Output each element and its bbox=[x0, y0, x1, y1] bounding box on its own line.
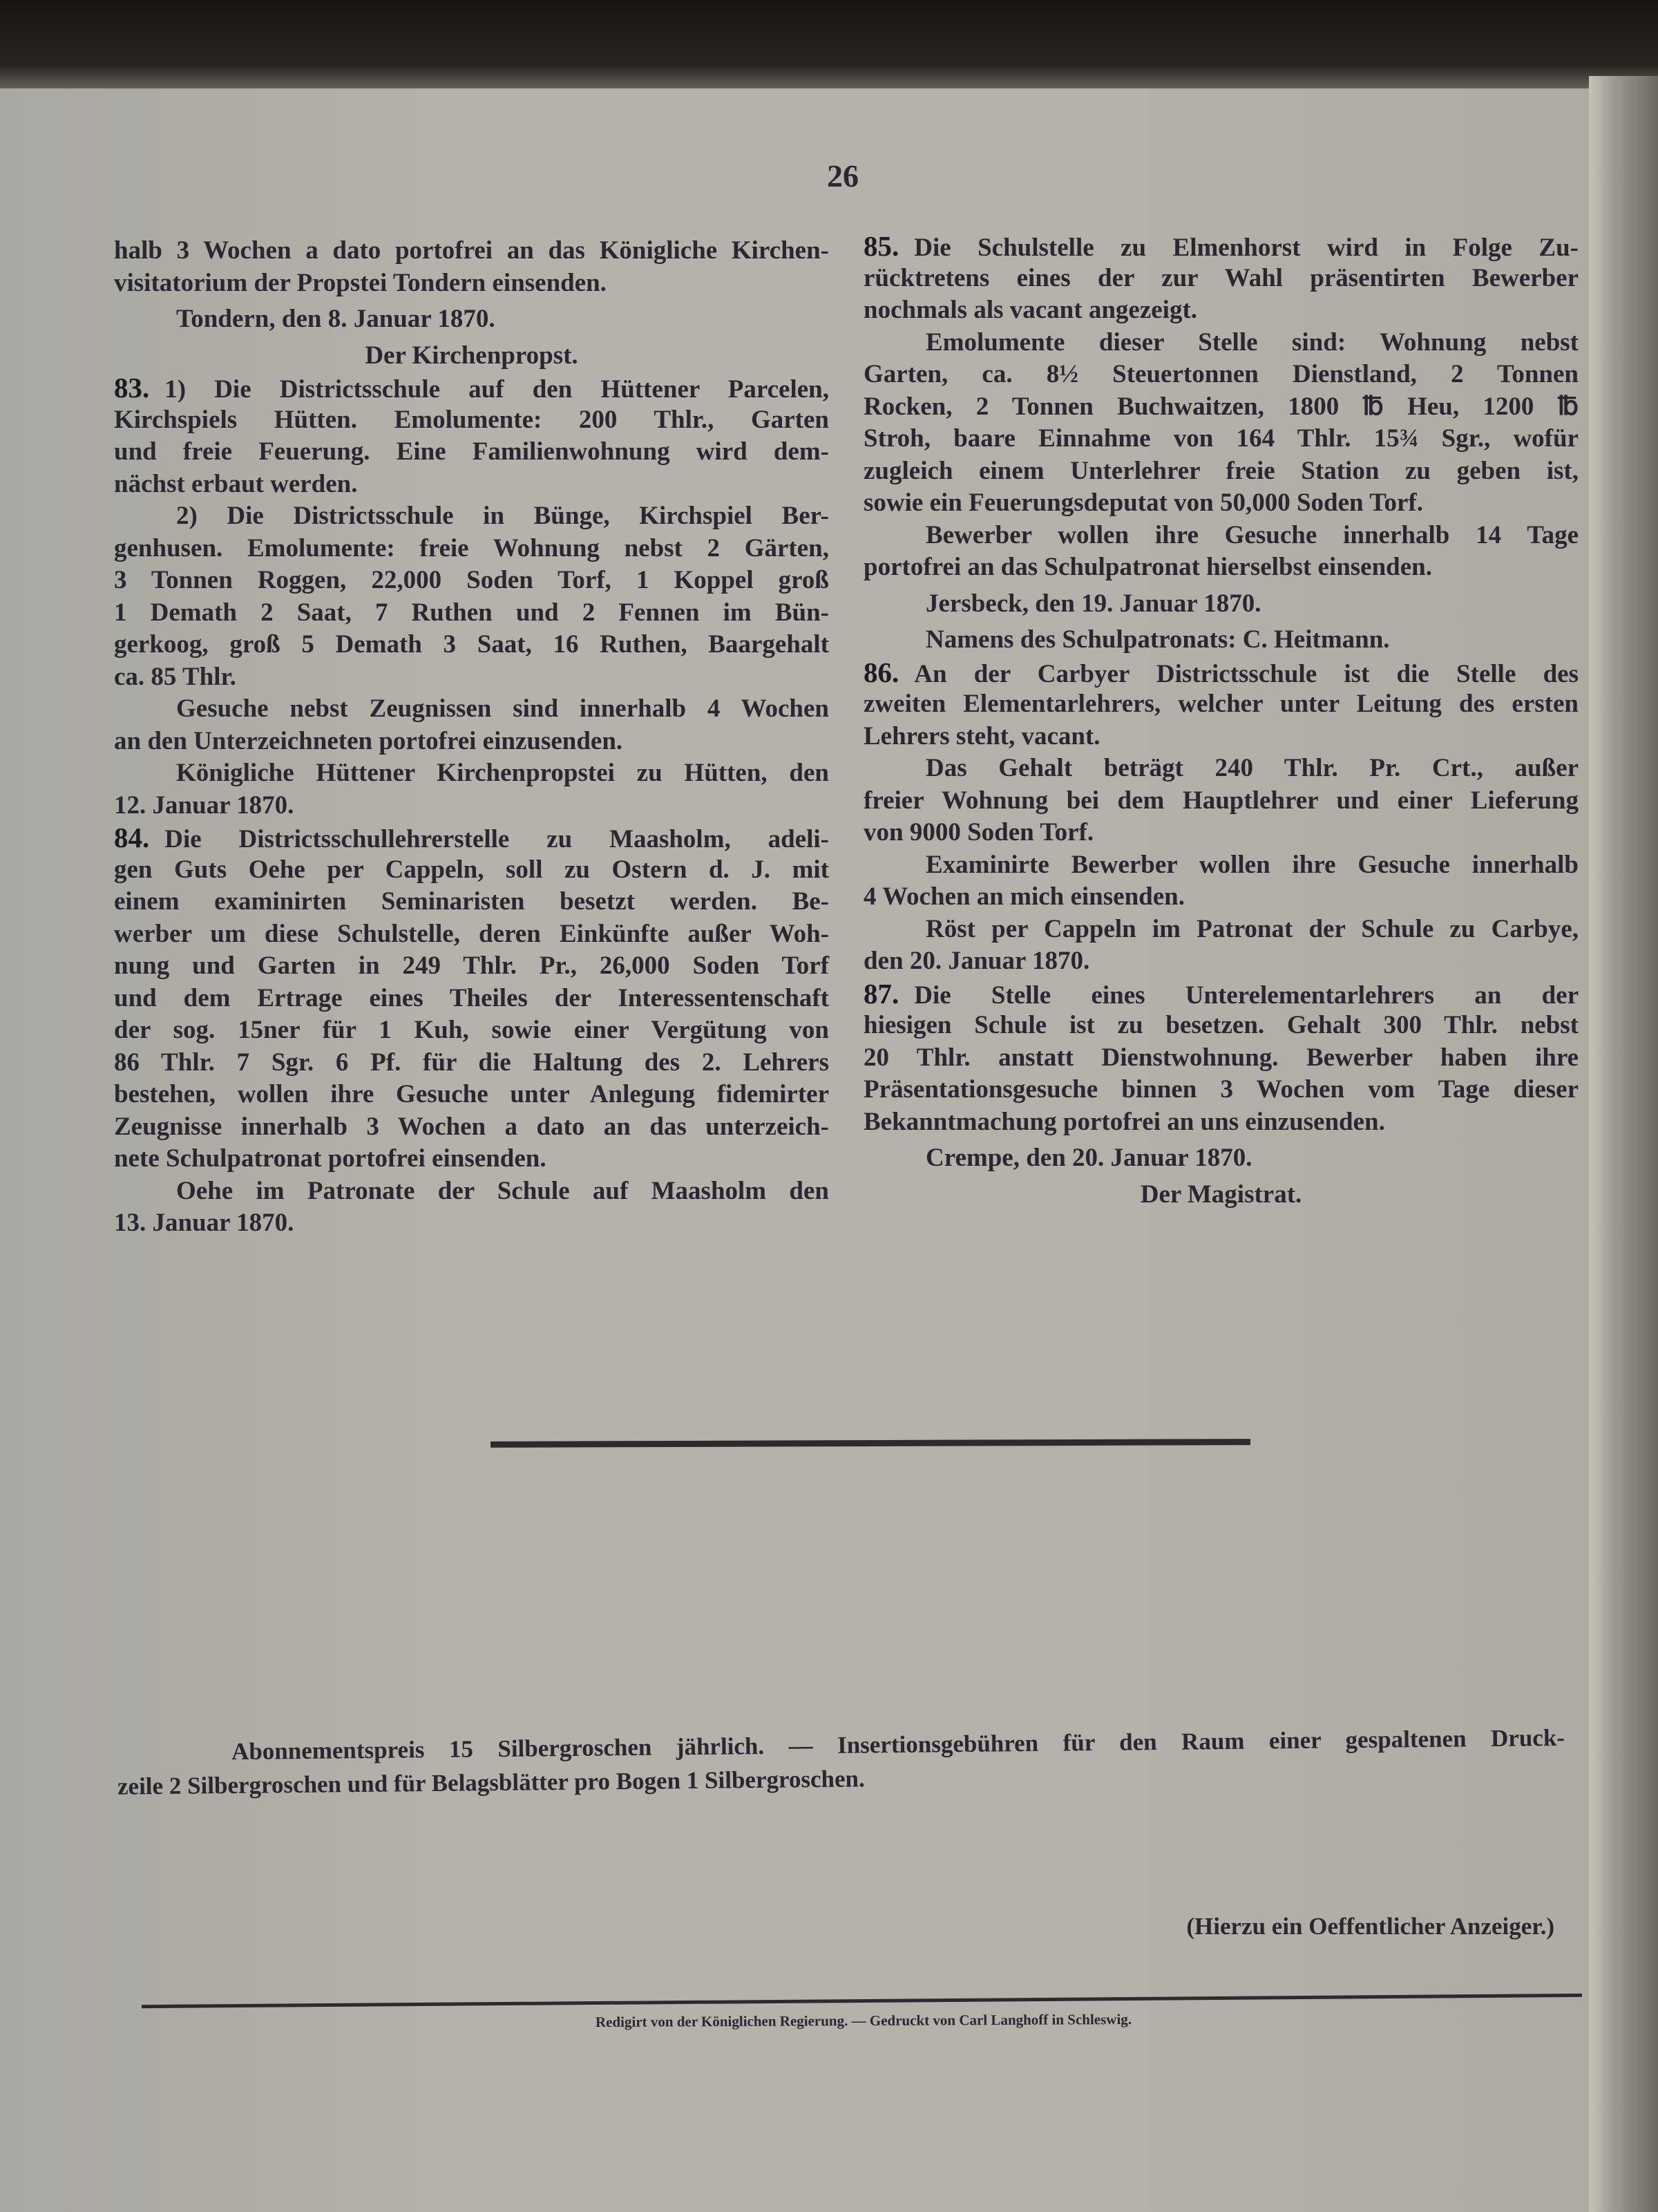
text-line bbox=[864, 624, 1579, 656]
page-number: 26 bbox=[827, 158, 859, 193]
supplement-note: (Hierzu ein Oeffentlicher Anzeiger.) bbox=[1186, 1913, 1554, 1940]
text-line bbox=[114, 1079, 829, 1111]
line-text: Gesuche nebst Zeugnissen sind innerhalb 4 Wochen bbox=[176, 694, 829, 723]
line-text: Die Stelle eines Unterelementarlehrers an der bbox=[914, 981, 1579, 1010]
subscription-text-line-1: Abonnementspreis 15 Silbergroschen jährlich. — Insertionsgebühren für den Raum einer gespaltenen Druck- bbox=[231, 1723, 1565, 1766]
text-line bbox=[864, 263, 1579, 295]
line-text: 1) Die Districtsschule auf den Hüttener Parcelen, bbox=[164, 375, 829, 404]
text-line bbox=[114, 1175, 829, 1208]
text-line bbox=[114, 661, 829, 694]
line-text: rücktretens eines der zur Wahl präsentirten Bewerber bbox=[864, 263, 1579, 292]
text-line bbox=[114, 854, 829, 887]
line-text: portofrei an das Schulpatronat hierselbst einsenden. bbox=[864, 553, 1432, 581]
imprint: Redigirt von der Königlichen Regierung. — Gedruckt von Carl Langhoff in Schleswig. bbox=[595, 2010, 1132, 2031]
page-edge bbox=[1589, 76, 1658, 2212]
line-text: ca. 85 Thlr. bbox=[114, 662, 236, 691]
text-line bbox=[864, 327, 1579, 359]
line-text: Oehe im Patronate der Schule auf Maasholm den bbox=[176, 1176, 829, 1205]
line-text: Kirchspiels Hütten. Emolumente: 200 Thlr., Garten bbox=[114, 405, 829, 434]
line-text: an den Unterzeichneten portofrei einzusenden. bbox=[114, 726, 623, 755]
line-text: 86 Thlr. 7 Sgr. 6 Pf. für die Haltung des 2. Lehrers bbox=[114, 1048, 829, 1077]
text-line bbox=[114, 1111, 829, 1144]
text-line bbox=[114, 629, 829, 661]
line-text: Stroh, baare Einnahme von 164 Thlr. 15¾ Sgr., wofür bbox=[864, 424, 1579, 453]
line-text: werber um diese Schulstelle, deren Einkünfte außer Woh- bbox=[114, 919, 829, 948]
line-text: Königliche Hüttener Kirchenpropstei zu Hütten, den bbox=[176, 759, 829, 787]
notice-number: 86. bbox=[864, 656, 899, 688]
text-line bbox=[864, 551, 1579, 584]
text-line bbox=[114, 235, 829, 267]
text-line bbox=[114, 950, 829, 983]
line-text: nochmals als vacant angezeigt. bbox=[864, 296, 1198, 324]
text-line bbox=[864, 1142, 1579, 1175]
text-line bbox=[114, 533, 829, 565]
text-line bbox=[864, 294, 1579, 327]
line-text: 12. Januar 1870. bbox=[114, 791, 294, 820]
notice-number: 83. bbox=[114, 372, 150, 404]
text-line bbox=[114, 267, 829, 300]
line-text: genhusen. Emolumente: freie Wohnung nebst 2 Gärten, bbox=[114, 533, 829, 563]
line-text: 4 Wochen an mich einsenden. bbox=[864, 882, 1185, 911]
line-text: den 20. Januar 1870. bbox=[864, 947, 1090, 975]
line-text: Namens des Schulpatronats: C. Heitmann. bbox=[926, 625, 1390, 654]
text-line bbox=[864, 1179, 1579, 1211]
line-text: Lehrers steht, vacant. bbox=[864, 721, 1100, 750]
text-line bbox=[864, 520, 1579, 552]
line-text: Examinirte Bewerber wollen ihre Gesuche innerhalb bbox=[926, 850, 1579, 879]
text-line bbox=[114, 757, 829, 790]
notice-heading-line bbox=[864, 978, 1579, 1010]
text-line bbox=[864, 423, 1579, 455]
notice-heading-line bbox=[864, 656, 1579, 689]
line-text: der sog. 15ner für 1 Kuh, sowie einer Vergütung von bbox=[114, 1016, 829, 1044]
line-text: sowie ein Feuerungsdeputat von 50,000 Soden Torf. bbox=[864, 489, 1423, 517]
line-text: nete Schulpatronat portofrei einsenden. bbox=[114, 1144, 546, 1173]
line-text: Rocken, 2 Tonnen Buchwaitzen, 1800 ℔ Heu, 1200 ℔ bbox=[864, 392, 1579, 421]
line-text: 20 Thlr. anstatt Dienstwohnung. Bewerber haben ihre bbox=[864, 1043, 1579, 1072]
line-text: freier Wohnung bei dem Hauptlehrer und einer Lieferung bbox=[864, 786, 1579, 815]
text-line bbox=[864, 1106, 1579, 1139]
line-text: einem examinirten Seminaristen besetzt werden. Be- bbox=[114, 887, 829, 916]
text-line bbox=[864, 785, 1579, 817]
text-line bbox=[114, 726, 829, 758]
text-line bbox=[864, 1074, 1579, 1106]
line-text: Das Gehalt beträgt 240 Thlr. Pr. Crt., außer bbox=[926, 754, 1579, 782]
text-line bbox=[114, 500, 829, 533]
right-column bbox=[864, 230, 1579, 1211]
text-line bbox=[114, 790, 829, 822]
line-text: Garten, ca. 8½ Steuertonnen Dienstland, 2 Tonnen bbox=[864, 360, 1579, 388]
line-text: 2) Die Districtsschule in Bünge, Kirchspiel Ber- bbox=[176, 502, 829, 530]
line-text: Röst per Cappeln im Patronat der Schule zu Carbye, bbox=[926, 914, 1579, 943]
text-line bbox=[864, 359, 1579, 391]
notice-number: 87. bbox=[864, 977, 899, 1010]
text-line bbox=[864, 881, 1579, 914]
line-text: gerkoog, groß 5 Demath 3 Saat, 16 Ruthen, Baargehalt bbox=[114, 630, 829, 659]
notice-heading-line bbox=[114, 822, 829, 854]
line-text: zweiten Elementarlehrers, welcher unter Leitung des ersten bbox=[864, 690, 1579, 718]
text-line bbox=[864, 487, 1579, 520]
text-line bbox=[114, 597, 829, 630]
text-line bbox=[114, 886, 829, 918]
line-text: halb 3 Wochen a dato portofrei an das Königliche Kirchen- bbox=[114, 236, 829, 265]
line-text: Präsentationsgesuche binnen 3 Wochen vom Tage dieser bbox=[864, 1075, 1579, 1104]
text-line bbox=[114, 565, 829, 597]
text-line bbox=[114, 404, 829, 437]
text-line bbox=[864, 914, 1579, 946]
line-text: Tondern, den 8. Januar 1870. bbox=[176, 305, 495, 333]
text-line bbox=[114, 1207, 829, 1240]
text-line bbox=[864, 753, 1579, 785]
line-text: bestehen, wollen ihre Gesuche unter Anlegung fidemirter bbox=[114, 1080, 829, 1108]
line-text: hiesigen Schule ist zu besetzen. Gehalt 300 Thlr. nebst bbox=[864, 1011, 1579, 1039]
text-line bbox=[864, 945, 1579, 978]
text-line bbox=[114, 693, 829, 726]
notice-heading-line bbox=[864, 230, 1579, 263]
text-line bbox=[864, 721, 1579, 753]
subscription-text-line-2: zeile 2 Silbergroschen und für Belagsblätter pro Bogen 1 Silbergroschen. bbox=[117, 1765, 865, 1800]
line-text: zugleich einem Unterlehrer freie Station zu geben ist, bbox=[864, 456, 1579, 485]
line-text: 13. Januar 1870. bbox=[114, 1209, 294, 1237]
line-text: 1 Demath 2 Saat, 7 Ruthen und 2 Fennen im Bün- bbox=[114, 598, 829, 627]
text-line bbox=[114, 469, 829, 501]
text-line bbox=[114, 303, 829, 336]
line-text: Jersbeck, den 19. Januar 1870. bbox=[926, 589, 1261, 618]
line-text: Der Kirchenpropst. bbox=[365, 341, 578, 370]
text-line bbox=[864, 688, 1579, 721]
text-line bbox=[114, 1143, 829, 1175]
text-line bbox=[114, 1014, 829, 1047]
line-text: gen Guts Oehe per Cappeln, soll zu Ostern d. J. mit bbox=[114, 855, 829, 884]
line-text: Bekanntmachung portofrei an uns einzusenden. bbox=[864, 1107, 1385, 1136]
line-text: nung und Garten in 249 Thlr. Pr., 26,000 Soden Torf bbox=[114, 952, 829, 980]
text-line bbox=[864, 1010, 1579, 1042]
text-line bbox=[114, 1047, 829, 1079]
text-line bbox=[864, 455, 1579, 488]
line-text: Emolumente dieser Stelle sind: Wohnung nebst bbox=[926, 328, 1579, 357]
notice-heading-line bbox=[114, 372, 829, 404]
notice-number: 85. bbox=[864, 230, 899, 262]
line-text: Bewerber wollen ihre Gesuche innerhalb 14 Tage bbox=[926, 520, 1579, 549]
scan-background-top bbox=[0, 0, 1658, 93]
line-text: Zeugnisse innerhalb 3 Wochen a dato an das unterzeich- bbox=[114, 1112, 829, 1141]
text-line bbox=[114, 340, 829, 372]
line-text: 3 Tonnen Roggen, 22,000 Soden Torf, 1 Koppel groß bbox=[114, 566, 829, 594]
line-text: visitatorium der Propstei Tondern einsenden. bbox=[114, 268, 607, 297]
line-text: Die Districtsschullehrerstelle zu Maasholm, adeli- bbox=[164, 825, 829, 853]
notice-number: 84. bbox=[114, 822, 150, 853]
text-line bbox=[864, 391, 1579, 424]
line-text: nächst erbaut werden. bbox=[114, 469, 358, 498]
line-text: Der Magistrat. bbox=[1140, 1180, 1302, 1209]
text-line bbox=[864, 817, 1579, 849]
text-line bbox=[864, 1042, 1579, 1075]
line-text: Crempe, den 20. Januar 1870. bbox=[926, 1144, 1252, 1172]
left-column bbox=[114, 235, 829, 1240]
line-text: und dem Ertrage eines Theiles der Interessentenschaft bbox=[114, 983, 829, 1012]
text-line bbox=[864, 849, 1579, 882]
text-line bbox=[864, 588, 1579, 621]
text-line bbox=[114, 918, 829, 951]
text-line bbox=[114, 436, 829, 469]
line-text: von 9000 Soden Torf. bbox=[864, 818, 1094, 847]
line-text: Die Schulstelle zu Elmenhorst wird in Folge Zu- bbox=[914, 234, 1579, 262]
line-text: An der Carbyer Districtsschule ist die Stelle des bbox=[914, 659, 1579, 688]
line-text: und freie Feuerung. Eine Familienwohnung wird dem- bbox=[114, 437, 829, 466]
text-line bbox=[114, 983, 829, 1015]
